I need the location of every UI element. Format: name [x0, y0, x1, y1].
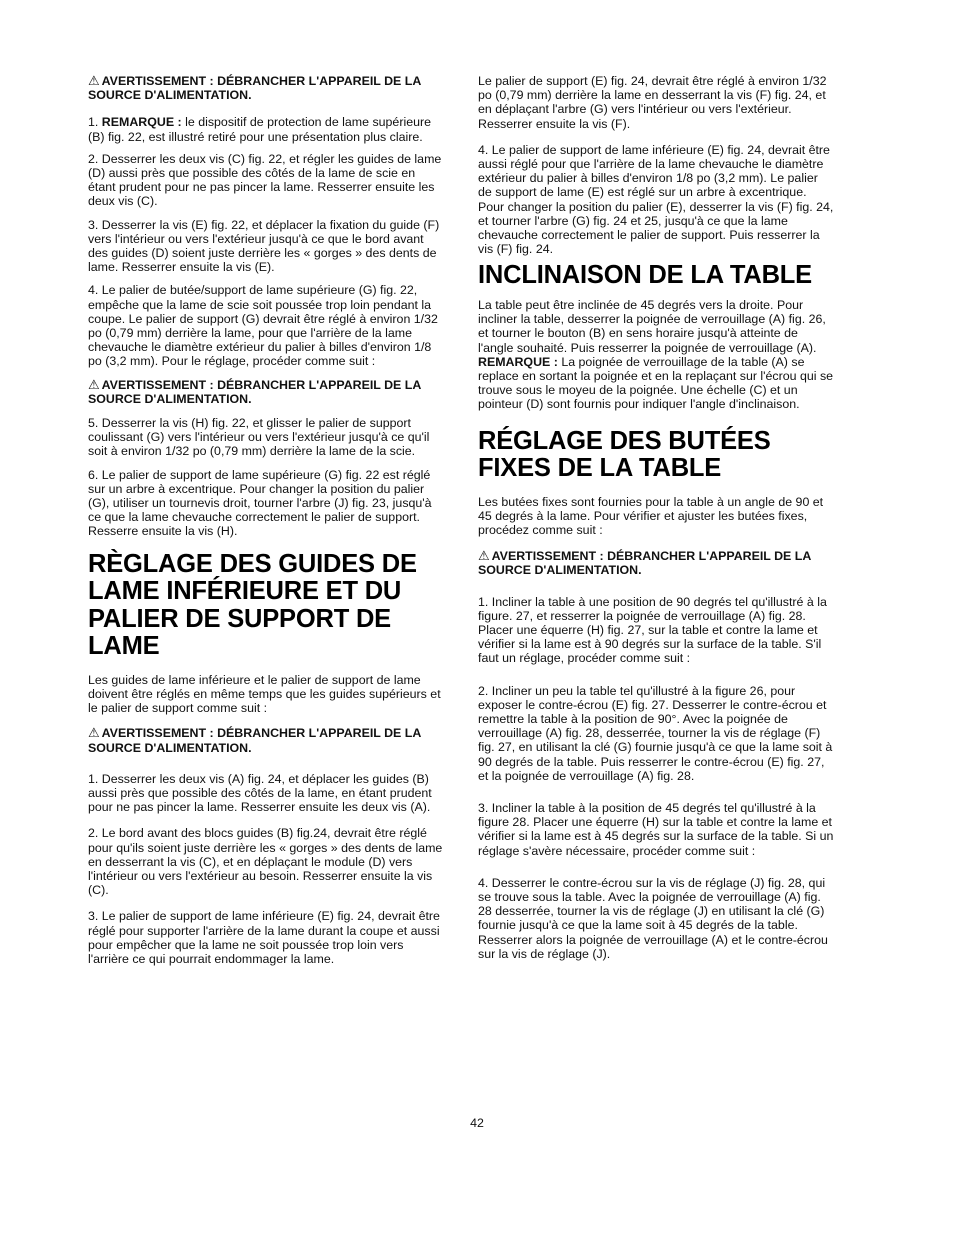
page-number: 42	[470, 1116, 484, 1130]
paragraph: 6. Le palier de support de lame supérieure (G) fig. 22 est réglé sur un arbre à excentrique. Pour changer la position du palier (G), utiliser un tournevis droit, tourner l'arbre (J) fig. 23, jusqu'à ce que la lame chevauche correctement le palier de support. Resserre ensuite la vis (H).	[88, 467, 432, 539]
paragraph: 3. Le palier de support de lame inférieure (E) fig. 24, devrait être réglé pour supporter l'arrière de la lame durant la coupe et aussi pour empêcher que la lame ne soit poussée trop loin vers l'arrière ce qui pourrait endommager la lame.	[88, 909, 440, 966]
left-column	[88, 74, 444, 966]
section-heading: INCLINAISON DE LA TABLE	[478, 261, 812, 290]
warning-notice	[88, 378, 444, 406]
note-label: REMARQUE :	[478, 354, 558, 369]
right-column	[478, 74, 834, 961]
paragraph: Les guides de lame inférieure et le palier de support de lame doivent être réglés en même temps que les guides supérieurs et le palier de support comme suit :	[88, 672, 441, 716]
warning-text: AVERTISSEMENT : DÉBRANCHER L'APPAREIL DE LA SOURCE D'ALIMENTATION.	[88, 726, 421, 755]
paragraph-text: le dispositif de protection de lame supérieure (B) fig. 22, est illustré retiré pour une présentation plus claire.	[88, 115, 431, 144]
warning-notice	[88, 726, 444, 754]
warning-text: AVERTISSEMENT : DÉBRANCHER L'APPAREIL DE LA SOURCE D'ALIMENTATION.	[88, 377, 421, 406]
list-number: 1.	[88, 115, 99, 130]
warning-text: AVERTISSEMENT : DÉBRANCHER L'APPAREIL DE LA SOURCE D'ALIMENTATION.	[478, 549, 811, 578]
section-heading: RÉGLAGE DES BUTÉES FIXES DE LA TABLE	[478, 426, 771, 483]
paragraph: 4. Le palier de support de lame inférieure (E) fig. 24, devrait être aussi réglé pour que l'arrière de la lame chevauche le diamètre extérieur du palier à billes d'environ 1/8 po (3,2 mm). Le palier de support de lame (E) est réglé sur un arbre à excentrique. Pour changer la position du palier (E), desserrer la vis (F) fig. 24, et tourner l'arbre (G) fig. 24 et 25, jusqu'à ce que la lame chevauche correctement le palier de support. Puis resserrer la vis (F) fig. 24.	[478, 142, 834, 257]
paragraph: 2. Incliner un peu la table tel qu'illustré à la figure 26, pour exposer le contre-écrou (E) fig. 27. Desserrer le contre-écrou et remettre la table à la position de 90°. Avec la poignée de verrouillage (A) fig. 28, desserrée, tourner la vis de réglage (F) fig. 27, en utilisant la clé (G) fournie jusqu'à ce que la lame soit à 90 degrés de la table. Puis resserrer le contre-écrou (E) fig. 27, et la poignée de verrouillage (A) fig. 28.	[478, 683, 833, 783]
warning-notice	[88, 74, 444, 102]
note-label: REMARQUE :	[101, 115, 182, 130]
paragraph: 3. Desserrer la vis (E) fig. 22, et déplacer la fixation du guide (F) vers l'intérieur ou vers l'extérieur jusqu'à ce que le bord avant des guides (D) soient juste derrière les « gorges » des dents de lame. Resserrer ensuite la vis (E).	[88, 217, 440, 275]
paragraph-text: La poignée de verrouillage de la table (A) se replace en sortant la poignée et en la replaçant sur l'écrou qui se trouve sous le moyeu de la poignée. Une échelle (C) et un pointeur (D) sont fournis pour indiquer l'angle d'inclinaison.	[478, 354, 834, 412]
paragraph: 2. Le bord avant des blocs guides (B) fig.24, devrait être réglé pour qu'ils soient juste derrière les « gorges » des dents de lame en desserrant la vis (C), et en déplaçant le module (D) vers l'intérieur ou vers l'extérieur au besoin. Resserrer ensuite la vis (C).	[88, 826, 443, 898]
paragraph: Le palier de support (E) fig. 24, devrait être réglé à environ 1/32 po (0,79 mm) derrière la lame en desserrant la vis (F) fig. 24, et en déplaçant l'arbre (G) vers l'intérieur ou vers l'extérieur. Resserrer ensuite la vis (F).	[478, 74, 827, 131]
section-heading: RÈGLAGE DES GUIDES DE LAME INFÉRIEURE ET DU PALIER DE SUPPORT DE LAME	[88, 549, 417, 661]
paragraph: 2. Desserrer les deux vis (C) fig. 22, et régler les guides de lame (D) aussi près que possible des côtés de la lame de scie en étant prudent pour ne pas pincer la lame. Resserrer ensuite les deux vis (C).	[88, 151, 442, 209]
paragraph: 3. Incliner la table à la position de 45 degrés tel qu'illustré à la figure 28. Placer une équerre (H) sur la table et contre la lame et vérifier si la lame est à 45 degrés sur la surface de la table. Si un réglage s'avère nécessaire, procéder comme suit :	[478, 801, 834, 858]
paragraph	[478, 298, 834, 412]
warning-triangle-icon: ⚠	[88, 73, 100, 88]
warning-text: AVERTISSEMENT : DÉBRANCHER L'APPAREIL DE LA SOURCE D'ALIMENTATION.	[88, 74, 421, 103]
warning-triangle-icon: ⚠	[478, 548, 490, 564]
paragraph-text: La table peut être inclinée de 45 degrés vers la droite. Pour incliner la table, desserrer la poignée de verrouillage (A) fig. 26, et tourner le bouton (B) en sens horaire jusqu'à atteinte de l'angle souhaité. Puis resserrer la poignée de verrouillage (A).	[478, 297, 826, 355]
warning-triangle-icon: ⚠	[88, 376, 100, 392]
paragraph: 4. Le palier de butée/support de lame supérieure (G) fig. 22, empêche que la lame de scie soit poussée trop loin pendant la coupe. Le palier de support (G) devrait être réglé à environ 1/32 po (0,79 mm) derrière la lame, pour que l'arrière de la lame chevauche le diamètre extérieur du palier à billes d'environ 1/8 po (3,2 mm). Pour le réglage, procéder comme suit :	[88, 283, 438, 369]
paragraph: 1. Incliner la table à une position de 90 degrés tel qu'illustré à la figure. 27, et resserrer la poignée de verrouillage (A) fig. 28. Placer une équerre (H) fig. 27, sur la table et contre la lame et vérifier si la lame est à 90 degrés sur la surface de la table. S'il faut un réglage, procéder comme suit :	[478, 594, 827, 666]
paragraph: 4. Desserrer le contre-écrou sur la vis de réglage (J) fig. 28, qui se trouve sous la table. Avec la poignée de verrouillage (A) fig. 28 desserrée, tourner la vis de réglage (J) en utilisant la clé (G) fournie jusqu'à ce que la lame soit à 45 degrés de la table. Resserrer alors la poignée de verrouillage (A) et le contre-écrou sur la vis de réglage (J).	[478, 875, 828, 961]
paragraph	[88, 115, 444, 143]
paragraph: 5. Desserrer la vis (H) fig. 22, et glisser le palier de support coulissant (G) vers l'intérieur ou vers l'extérieur jusqu'à ce qu'il soit à environ 1/32 po (0,79 mm) derrière la lame de la scie.	[88, 416, 430, 459]
warning-triangle-icon: ⚠	[88, 725, 100, 741]
warning-notice	[478, 549, 834, 577]
paragraph: Les butées fixes sont fournies pour la table à un angle de 90 et 45 degrés à la lame. Pour vérifier et ajuster les butées fixes, procédez comme suit :	[478, 494, 824, 537]
paragraph: 1. Desserrer les deux vis (A) fig. 24, et déplacer les guides (B) aussi près que possible des côtés de la lame, en étant prudent pour ne pas pincer la lame. Resserrer ensuite les deux vis (A).	[88, 771, 432, 815]
